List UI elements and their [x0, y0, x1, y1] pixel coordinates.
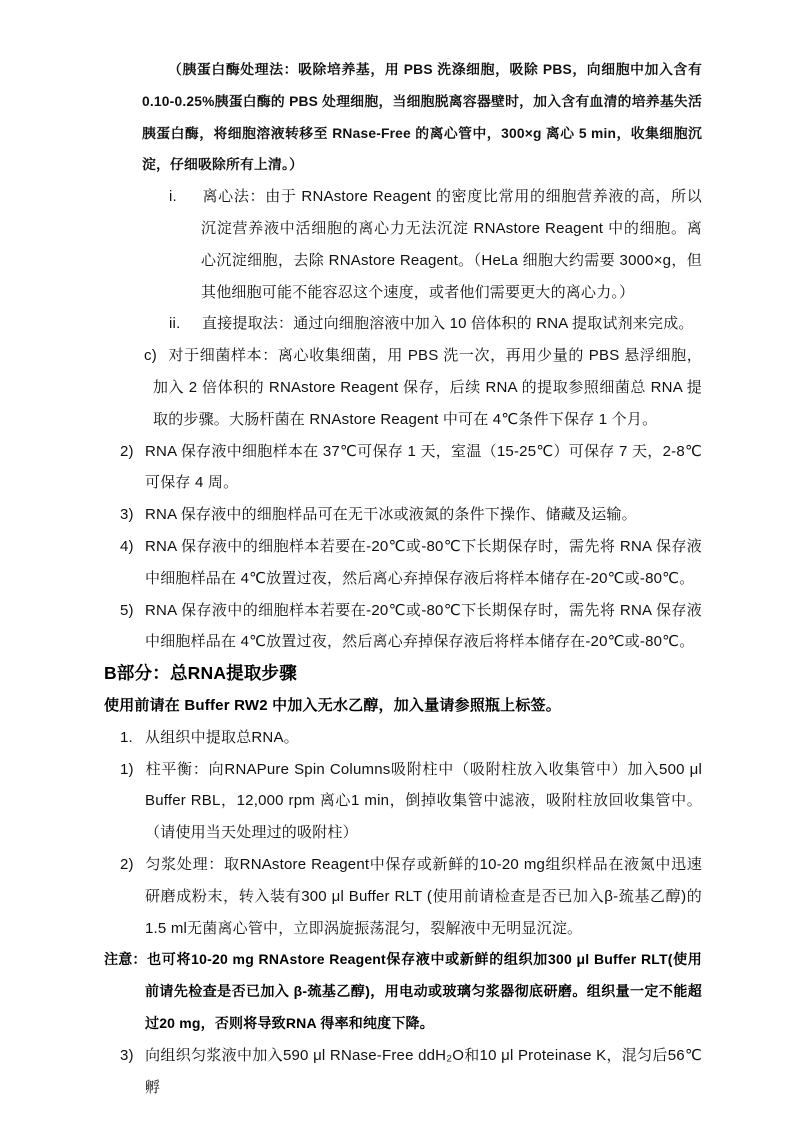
note-paragraph	[104, 944, 702, 1039]
list-text: 从组织中提取总RNA。	[145, 728, 299, 746]
list-text: 直接提取法：通过向细胞溶液中加入 10 倍体积的 RNA 提取试剂来完成。	[202, 315, 694, 333]
list-marker: ii.	[169, 315, 181, 333]
section-heading-part-b	[104, 658, 702, 690]
list-item-transport-conditions	[104, 499, 702, 531]
list-marker: 2)	[120, 855, 134, 873]
list-item-bacteria-samples	[104, 340, 702, 435]
list-text: 柱平衡：向RNAPure Spin Columns吸附柱中（吸附柱放入收集管中）加入500 μl Buffer RBL，12,000 rpm 离心1 min，倒掉收集管中滤液，吸附柱放回收集管中。（请使用当天处理过的吸附柱）	[145, 760, 702, 842]
list-marker: 3)	[120, 506, 134, 524]
note-text: 也可将10-20 mg RNAstore Reagent保存液中或新鲜的组织加300 μl Buffer RLT(使用前请先检查是否已加入 β-巯基乙醇)，用电动或玻璃匀浆器彻底研磨。组织量一定不能超过20 mg，否则将导致RNA 得率和纯度下降。	[145, 951, 702, 1031]
list-marker: 1)	[120, 760, 134, 778]
list-marker: 5)	[120, 601, 134, 619]
list-text: 向组织匀浆液中加入590 μl RNase-Free ddH₂O和10 μl Proteinase K，混匀后56℃孵	[145, 1046, 702, 1096]
list-text: 对于细菌样本：离心收集细菌，用 PBS 洗一次，再用少量的 PBS 悬浮细胞，加入 2 倍体积的 RNAstore Reagent 保存，后续 RNA 的提取参照细菌总 RNA 提取的步骤。大肠杆菌在 RNAstore Reagent 中可在 4℃条件下保存 1 个月。	[153, 347, 702, 428]
list-item-centrifugation-method	[104, 181, 702, 308]
list-text: RNA 保存液中的细胞样本若要在-20℃或-80℃下长期保存时，需先将 RNA 保存液中细胞样品在 4℃放置过夜，然后离心弃掉保存液后将样本储存在-20℃或-80℃。	[145, 537, 702, 587]
list-text: RNA 保存液中细胞样本在 37℃可保存 1 天，室温（15-25℃）可保存 7 天，2-8℃可保存 4 周。	[145, 442, 702, 492]
heading-text: B部分：总RNA提取步骤	[104, 663, 297, 684]
buffer-rw2-instruction	[104, 690, 702, 722]
list-marker: 3)	[120, 1046, 134, 1064]
list-marker: 1.	[120, 728, 133, 746]
list-item-longterm-storage-5	[104, 595, 702, 659]
note-label: 注意：	[104, 951, 147, 968]
list-item-storage-temperatures	[104, 436, 702, 500]
list-item-homogenization	[104, 849, 702, 944]
list-item-column-equilibration	[104, 754, 702, 849]
list-text: 匀浆处理：取RNAstore Reagent中保存或新鲜的10-20 mg组织样品在液氮中迅速研磨成粉末，转入装有300 μl Buffer RLT (使用前请检查是否已加入β-巯基乙醇)的1.5 ml无菌离心管中，立即涡旋振荡混匀，裂解液中无明显沉淀。	[145, 855, 702, 937]
list-marker: i.	[169, 188, 177, 206]
list-item-longterm-storage-4	[104, 531, 702, 595]
list-marker: 4)	[120, 537, 134, 555]
list-marker: 2)	[120, 442, 134, 460]
paragraph-trypsin-note	[104, 54, 702, 181]
paragraph-text: （胰蛋白酶处理法：吸除培养基，用 PBS 洗涤细胞，吸除 PBS，向细胞中加入含有 0.10-0.25%胰蛋白酶的 PBS 处理细胞，当细胞脱离容器壁时，加入含有血清的培养基失活胰蛋白酶，将细胞溶液转移至 RNase-Free 的离心管中，300×g 离心 5 min，收集细胞沉淀，仔细吸除所有上清。）	[142, 62, 702, 173]
list-marker: c)	[144, 347, 157, 365]
list-item-extract-from-tissue	[104, 722, 702, 754]
list-text: RNA 保存液中的细胞样本若要在-20℃或-80℃下长期保存时，需先将 RNA 保存液中细胞样品在 4℃放置过夜，然后离心弃掉保存液后将样本储存在-20℃或-80℃。	[145, 601, 702, 651]
list-item-direct-extraction	[104, 308, 702, 340]
subhead-text: 使用前请在 Buffer RW2 中加入无水乙醇，加入量请参照瓶上标签。	[104, 696, 561, 714]
list-item-proteinase-k	[104, 1040, 702, 1104]
list-text: 离心法：由于 RNAstore Reagent 的密度比常用的细胞营养液的高，所以沉淀营养液中活细胞的离心力无法沉淀 RNAstore Reagent 中的细胞。离心沉淀细胞，去除 RNAstore Reagent。（HeLa 细胞大约需要 3000×g，但其他细胞可能不能容忍这个速度，或者他们需要更大的离心力。）	[201, 188, 702, 301]
list-text: RNA 保存液中的细胞样品可在无干冰或液氮的条件下操作、储藏及运输。	[145, 506, 637, 524]
document-body	[104, 54, 702, 1103]
